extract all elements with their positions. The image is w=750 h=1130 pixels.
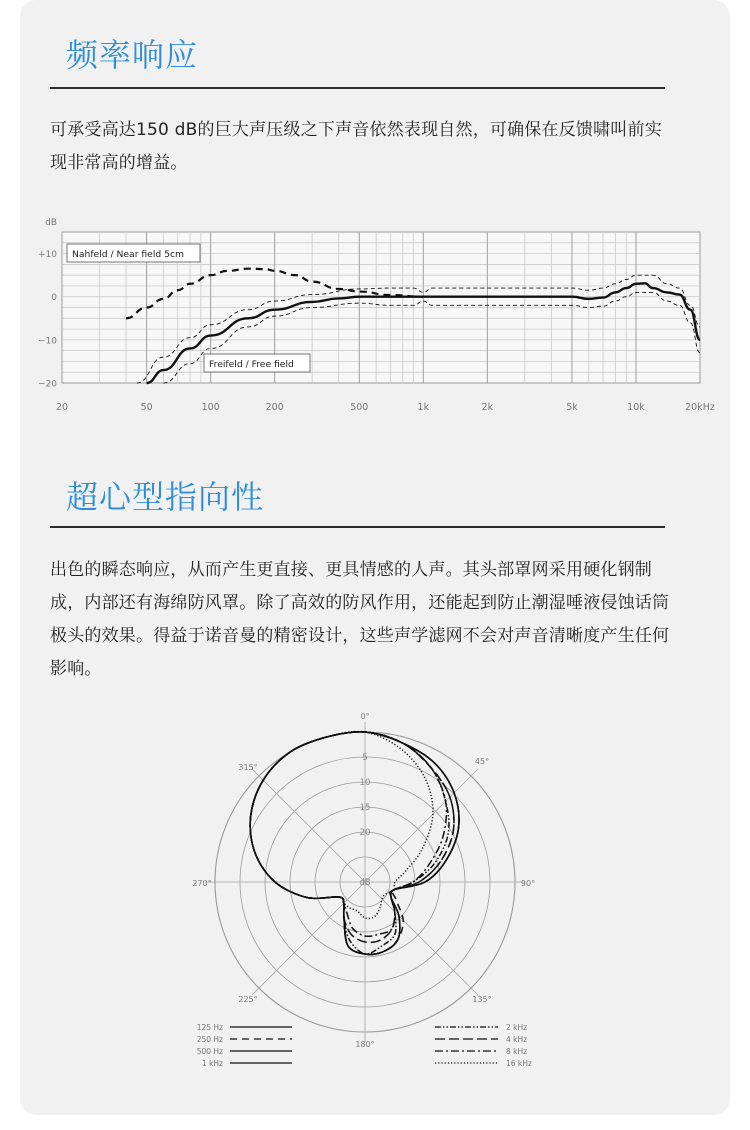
section-title-frequency-response: 频率响应 [66, 36, 199, 74]
directivity-description: 出色的瞬态响应，从而产生更直接、更具情感的人声。其头部罩网采用硬化钢制成，内部还有海绵防风罩。除了高效的防风作用，还能起到防止潮湿唾液侵蚀话筒极头的效果。得益于诺音曼的精密设计，这些声学滤网不会对声音清晰度产生任何影响。 [50, 560, 670, 679]
angle-label: 135° [472, 995, 492, 1004]
section-divider [50, 526, 665, 528]
polar-curve [250, 732, 446, 937]
legend-label: 16 kHz [506, 1059, 532, 1068]
legend-label: 2 kHz [506, 1023, 528, 1032]
polar-curve [250, 732, 459, 955]
legend-label: 500 Hz [196, 1047, 223, 1056]
y-axis-label: dB [45, 218, 57, 228]
angle-label: 315° [238, 763, 258, 772]
y-tick-label: 0 [51, 293, 57, 304]
section-title-directivity: 超心型指向性 [66, 478, 265, 516]
section-divider [50, 87, 665, 89]
x-tick-label: 5k [566, 402, 578, 413]
legend-label: 1 kHz [201, 1059, 223, 1068]
x-tick-label: 2k [481, 402, 494, 413]
polar-curve [250, 732, 449, 954]
x-tick-label: 10k [627, 402, 645, 413]
polar-series [250, 731, 459, 954]
radial-label: 15 [359, 803, 371, 813]
radial-label: 20 [359, 828, 371, 838]
x-tick-label: 20 [55, 402, 69, 413]
polar-grid [192, 712, 535, 1049]
radial-label: dB [359, 878, 371, 888]
angle-label: 180° [355, 1040, 375, 1049]
frequency-response-description: 可承受高达150 dB的巨大声压级之下声音依然表现自然，可确保在反馈啸叫前实现非常高的增益。 [50, 120, 662, 173]
legend-label: 125 Hz [196, 1023, 223, 1032]
radial-label: 10 [359, 778, 371, 788]
polar-curve [250, 732, 454, 943]
near-field-label: Nahfeld / Near field 5cm [72, 249, 184, 260]
polar-pattern-chart [0, 700, 750, 1130]
y-tick-label: −20 [38, 379, 57, 390]
angle-label: 270° [192, 879, 212, 888]
free-field-label: Freifeld / Free field [209, 359, 294, 370]
polar-curve [250, 732, 459, 955]
polar-curve [250, 732, 454, 955]
y-tick-label: −10 [38, 336, 57, 347]
x-tick-label: 20kHz [685, 402, 715, 413]
legend-label: 4 kHz [506, 1035, 528, 1044]
polar-curve [250, 732, 459, 955]
legend-label: 8 kHz [506, 1047, 528, 1056]
radial-label: 5 [362, 753, 368, 763]
angle-label: 225° [238, 995, 258, 1004]
x-tick-label: 1k [417, 402, 430, 413]
x-tick-label: 100 [201, 402, 220, 413]
angle-label: 0° [360, 712, 370, 721]
angle-label: 45° [474, 757, 490, 766]
x-tick-label: 50 [140, 402, 153, 413]
x-tick-label: 200 [265, 402, 284, 413]
y-tick-label: +10 [38, 250, 57, 261]
legend-label: 250 Hz [196, 1035, 223, 1044]
x-tick-label: 500 [350, 402, 369, 413]
angle-label: 90° [520, 879, 536, 888]
